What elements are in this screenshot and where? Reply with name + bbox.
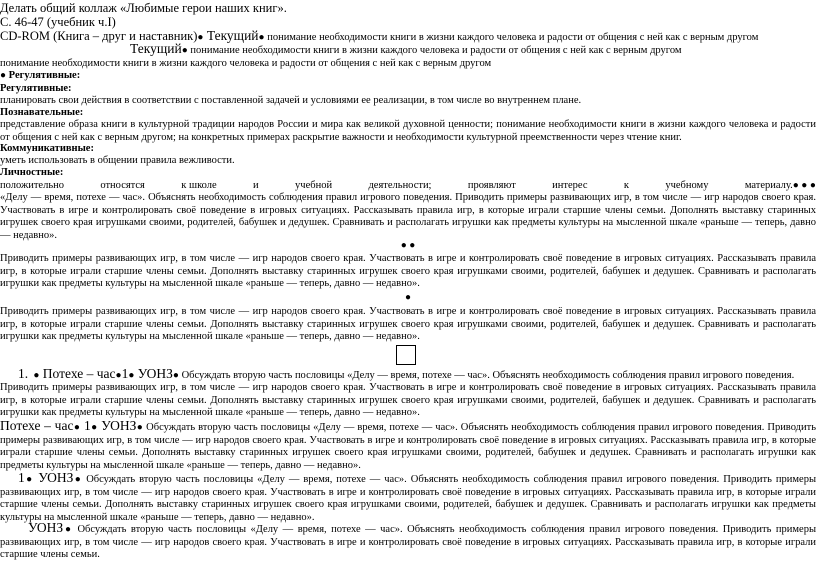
cognitive-text: представление образа книги в культурной традиции народов России и мира как великой духовной ценности; понимание необходимости книги в жизни каждого человека и радости от общения с ней как с верным другом; на конкретных примерах раскрытие важности и необходимости культурной преемственности через чтение книг. [0, 119, 816, 143]
bullet-icon: ● [172, 370, 179, 381]
communicative-text: уметь использовать в общении правила вежливости. [0, 155, 235, 166]
understanding-line: понимание необходимости книги в жизни каждого человека и радости от общения с ней как с верным другом [0, 58, 492, 69]
numbered-item-1: 1. ● Потехе – час●1● УОНЗ● Обсуждать вторую часть пословицы «Делу — время, потехе — час». Объяснять необходимость соблюдения правил игрового поведения. [18, 366, 795, 381]
personal-word: материалу. [744, 180, 793, 191]
bullet-icon: ● [197, 32, 204, 43]
header-line-collage: Делать общий коллаж «Любимые герои наших книг». [0, 1, 287, 15]
bullet-icon: ● [73, 422, 81, 433]
bullet-icon: ● [136, 422, 144, 433]
cognitive-heading: Познавательные: [0, 107, 84, 118]
personal-word: и [253, 180, 259, 191]
list-number: 1. [18, 366, 29, 381]
current-label: Текущий [203, 28, 259, 43]
paragraph-games-1: Приводить примеры развивающих игр, в том числе — игр народов своего края. Участвовать в игре и контролировать своё поведение в игровых ситуациях. Рассказывать правила игр, в которые играли старшие члены семьи. Дополнять выставку старинных игрушек своего края игрушками своими, родителей, бабушек и дедушек. Сравнивать и располагать игрушки как предметы культуры на мысленной шкале «раньше — теперь, давно — недавно». [0, 253, 816, 289]
personal-word: к школе [181, 180, 217, 191]
personal-text-line [0, 180, 816, 193]
regulative-text: планировать свои действия в соответствии с поставленной задачей и условиями ее реализации, в том числе во внутреннем плане. [0, 95, 582, 106]
bullet-icon: ● [0, 70, 7, 81]
communicative-heading: Коммуникативные: [0, 143, 94, 154]
empty-square-frame [396, 345, 416, 365]
cdrom-label: CD-ROM (Книга – друг и наставник) [0, 29, 198, 43]
personal-word: учебному [665, 180, 709, 191]
bullet-icon: ● [63, 524, 73, 535]
two-bullets-separator-icon: ● ● [400, 240, 416, 251]
personal-word: к [623, 180, 629, 191]
paragraph-fun-time-uonz: Потехе – час● 1● УОНЗ● Обсуждать вторую часть пословицы «Делу — время, потехе — час». Объяснять необходимость соблюдения правил игрового поведения. Приводить примеры развивающих игр, в том числе — игр народов своего края. Участвовать в игре и контролировать своё поведение в игровых ситуациях. Рассказывать правила игр, в которые играли старшие члены семьи. Дополнять выставку старинных игрушек своего края игрушками своими, родителей, бабушек и дедушек. Сравнивать и располагать игрушки как предметы культуры на мысленной шкале «раньше — теперь, давно — недавно». [0, 418, 816, 471]
paragraph-time-for-fun: «Делу — время, потехе — час». Объяснять необходимость соблюдения правил игрового поведения. Приводить примеры развивающих игр, в том числе — игр народов своего края. Участвовать в игре и контролировать своё поведение в игровых ситуациях. Рассказывать правила игр, в которые играли старшие члены семьи. Дополнять выставку старинных игрушек своего края игрушками своими, родителей, бабушек и дедушек. Сравнивать и располагать игрушки как предметы культуры на мысленной шкале «раньше — теперь, давно — недавно». [0, 192, 816, 241]
paragraph-one-uonz: 1● УОНЗ● Обсуждать вторую часть пословицы «Делу — время, потехе — час». Объяснять необходимость соблюдения правил игрового поведения. Приводить примеры развивающих игр, в том числе — игр народов своего края. Участвовать в игре и контролировать своё поведение в игровых ситуациях. Рассказывать правила игр, в которые играли старшие члены семьи. Дополнять выставку старинных игрушек своего края игрушками своими, родителей, бабушек и дедушек. Сравнивать и располагать игрушки как предметы культуры на мысленной шкале «раньше — теперь, давно — недавно». [0, 470, 816, 523]
current-text: понимание необходимости книги в жизни каждого человека и радости от общения с ней как с верным другом [187, 45, 682, 56]
bullet-icon: ● [258, 32, 265, 43]
bullet-icon: ● [181, 45, 188, 56]
bullet-icon: ● [24, 474, 34, 485]
personal-word: проявляют [467, 180, 516, 191]
personal-word: учебной [295, 180, 333, 191]
bullet-icon: ● [73, 474, 83, 485]
current-label: Текущий [130, 41, 182, 56]
single-bullet-separator-icon: ● [404, 292, 412, 303]
regulative-heading: Регулятивные: [0, 83, 72, 94]
bullet-icon: ● [128, 370, 135, 381]
paragraph-uonz: УОНЗ● Обсуждать вторую часть пословицы «Делу — время, потехе — час». Объяснять необходимость соблюдения правил игрового поведения. Приводить примеры развивающих игр, в том числе — игр народов своего края. Участвовать в игре и контролировать своё поведение в игровых ситуациях. Рассказывать правила игр, в которые играли старшие члены семьи. [0, 520, 816, 560]
current-text: понимание необходимости книги в жизни каждого человека и радости от общения с ней как с верным другом [264, 32, 759, 43]
three-bullets-icon: ● ● ● [792, 180, 816, 191]
bullet-icon: ● [33, 370, 40, 381]
personal-word: деятельности; [368, 180, 432, 191]
paragraph-games-2: Приводить примеры развивающих игр, в том числе — игр народов своего края. Участвовать в игре и контролировать своё поведение в игровых ситуациях. Рассказывать правила игр, в которые играли старшие члены семьи. Дополнять выставку старинных игрушек своего края игрушками своими, родителей, бабушек и дедушек. Сравнивать и располагать игрушки как предметы культуры на мысленной шкале «раньше — теперь, давно — недавно». [0, 306, 816, 342]
personal-word: положительно [0, 180, 64, 191]
regulative-bullet-heading: ● Регулятивные: [0, 70, 81, 81]
personal-word: относятся [100, 180, 145, 191]
header-line-textbook: С. 46-47 (учебник ч.I) [0, 15, 116, 29]
bullet-icon: ● [90, 422, 98, 433]
current-line-indented [130, 43, 816, 58]
paragraph-games-3: Приводить примеры развивающих игр, в том числе — игр народов своего края. Участвовать в игре и контролировать своё поведение в игровых ситуациях. Рассказывать правила игр, в которые играли старшие члены семьи. Дополнять выставку старинных игрушек своего края игрушками своими, родителей, бабушек и дедушек. Сравнивать и располагать игрушки как предметы культуры на мысленной шкале «раньше — теперь, давно — недавно». [0, 382, 816, 418]
personal-word: интерес [552, 180, 588, 191]
personal-heading: Личностные: [0, 167, 64, 178]
bullet-icon: ● [115, 370, 122, 381]
